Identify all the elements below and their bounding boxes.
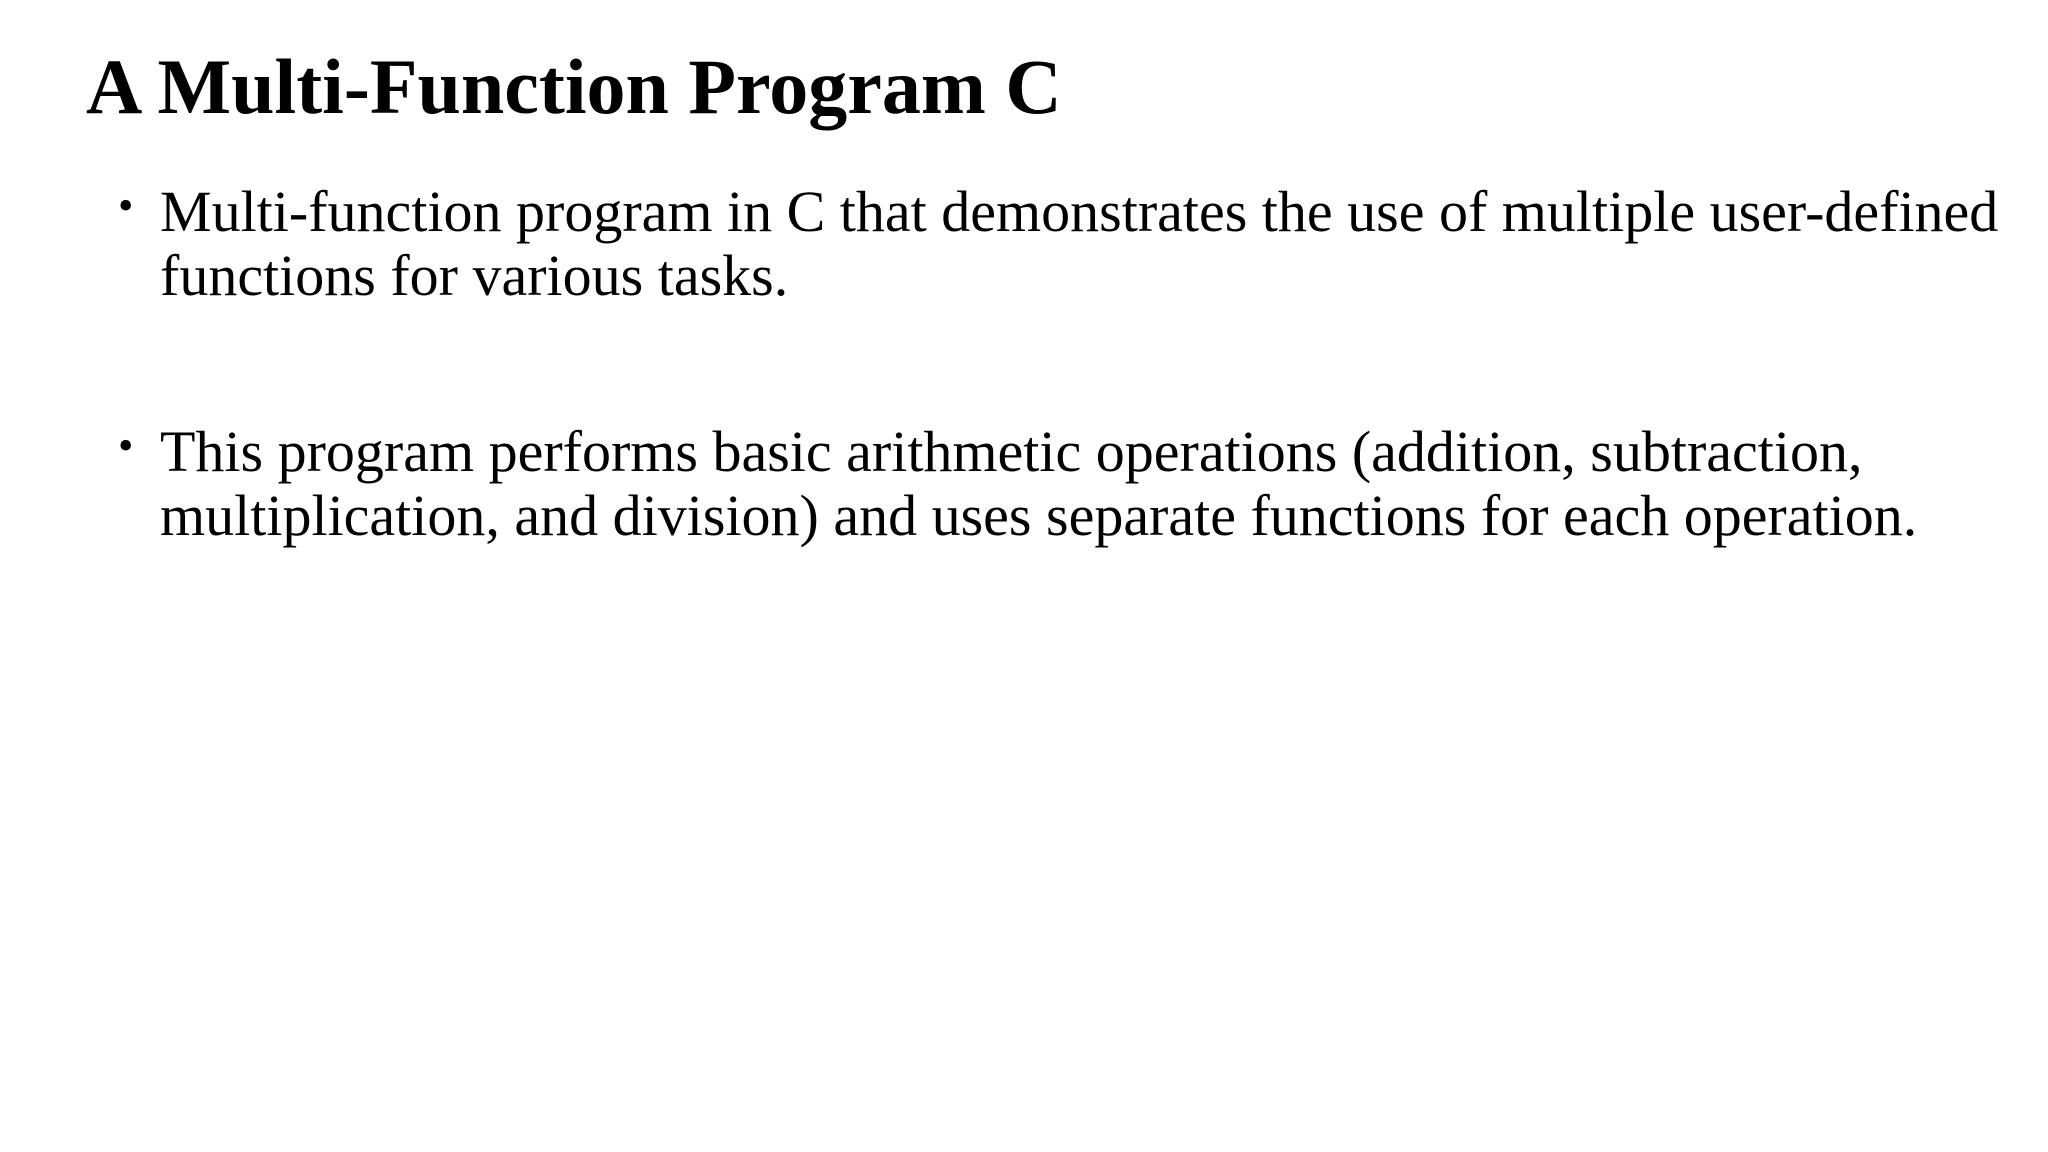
bullet-text: This program performs basic arithmetic operations (addition, subtraction, multiplication, and division) and uses separate functions for each operation. bbox=[160, 419, 1918, 548]
bullet-list bbox=[118, 180, 2008, 660]
slide-title: A Multi-Function Program C bbox=[86, 43, 1062, 130]
bullet-item bbox=[118, 180, 2008, 308]
bullet-marker: • bbox=[118, 421, 134, 470]
bullet-text: Multi-function program in C that demonstrates the use of multiple user-defined functions for various tasks. bbox=[160, 179, 1999, 308]
bullet-item bbox=[118, 420, 2008, 548]
bullet-marker: • bbox=[118, 181, 134, 230]
